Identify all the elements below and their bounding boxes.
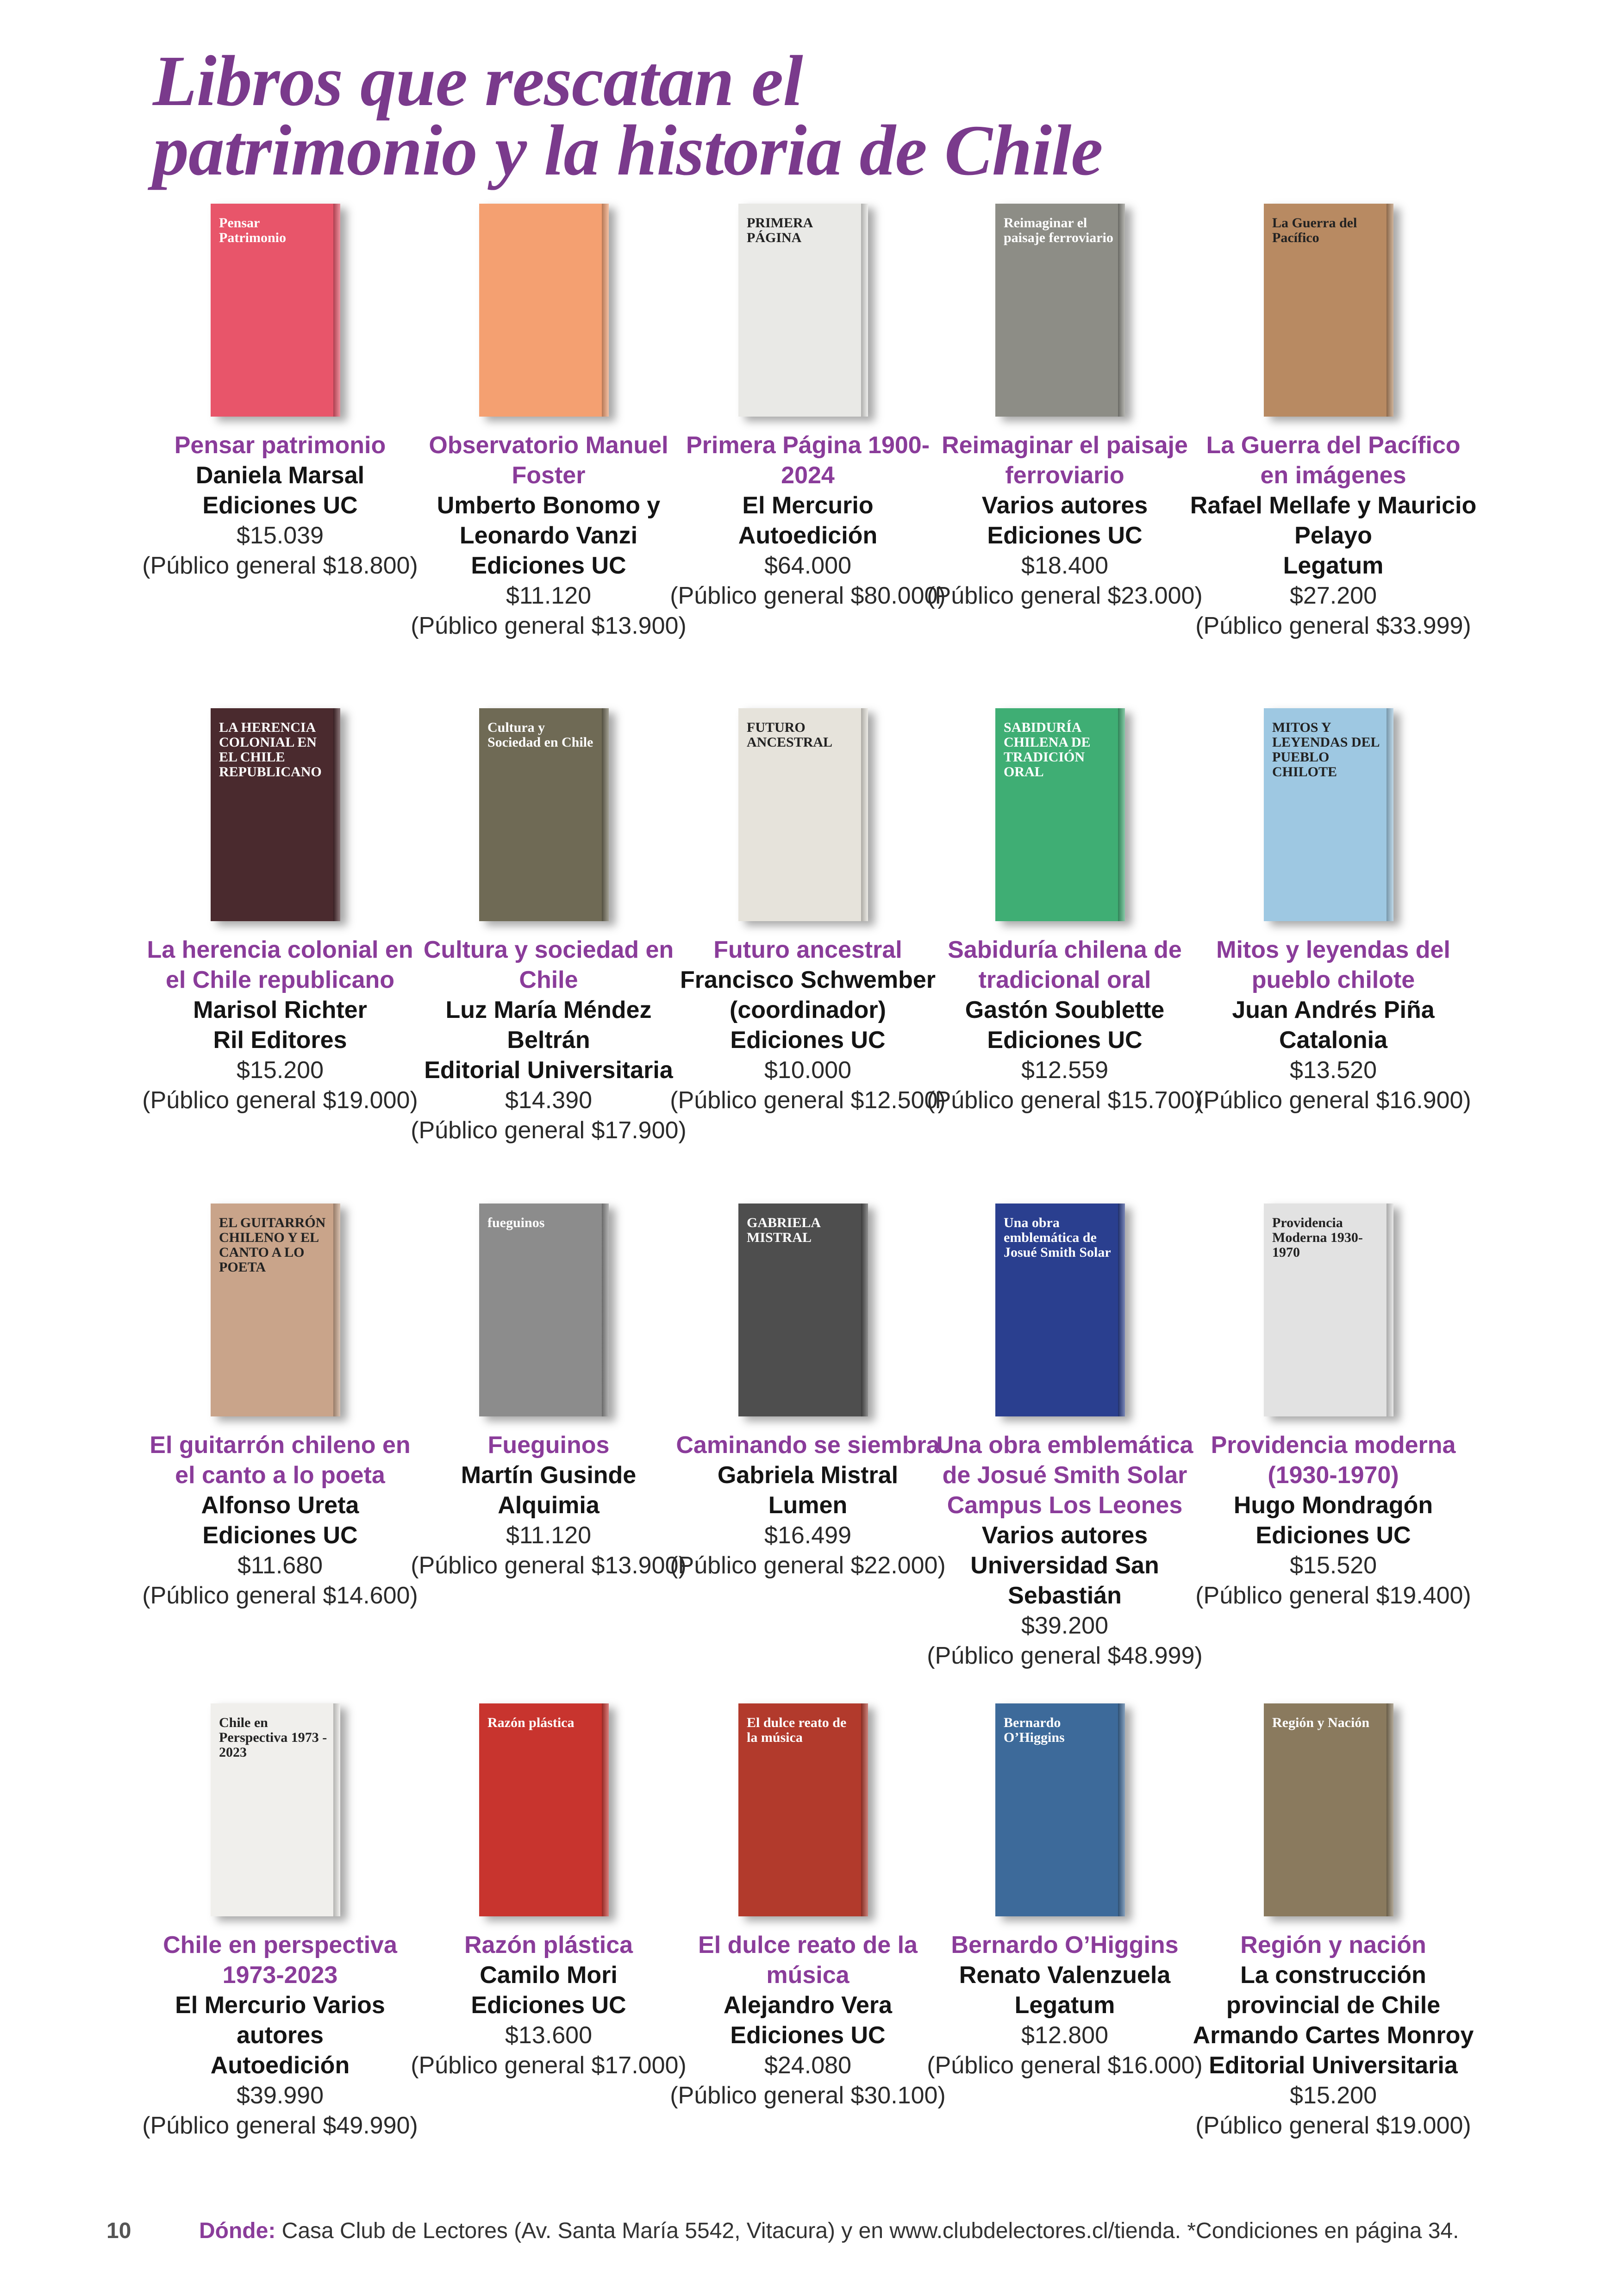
book-info: [405, 430, 692, 641]
book-item: [137, 1694, 424, 2141]
book-item: [664, 699, 951, 1116]
book-price: $16.499: [764, 1522, 851, 1549]
book-item: [921, 1194, 1208, 1671]
book-price: $15.200: [237, 1057, 324, 1084]
book-cover-title: SABIDURÍA CHILENA DE TRADICIÓN ORAL: [1004, 720, 1091, 780]
book-info: [921, 935, 1208, 1116]
book-publisher: Editorial Universitaria: [1209, 2052, 1458, 2079]
book-publisher: Ediciones UC: [987, 1027, 1143, 1054]
book-authors: Marisol Richter: [193, 997, 367, 1023]
book-info: [921, 430, 1208, 611]
book-public-price: (Público general $13.900): [411, 1552, 687, 1579]
book-info: [664, 1430, 951, 1581]
book-cover-area: [1190, 194, 1477, 426]
book-price: $39.990: [237, 2082, 324, 2109]
book-title: Cultura y sociedad en Chile: [423, 936, 674, 993]
book-cover-area: [664, 1194, 951, 1426]
book-cover-area: [405, 1194, 692, 1426]
book-cover-title: El dulce reato de la música: [747, 1715, 847, 1745]
book-cover: [1264, 1703, 1393, 1916]
book-cover-area: [1190, 1694, 1477, 1926]
book-public-price: (Público general $19.000): [1195, 2112, 1471, 2139]
book-info: [405, 1930, 692, 2081]
book-item: [1190, 699, 1477, 1116]
book-cover-area: [921, 699, 1208, 930]
book-info: [137, 1930, 424, 2141]
book-cover: [995, 204, 1125, 417]
book-cover-title: EL GUITARRÓN CHILENO Y EL CANTO A LO POETA: [219, 1215, 326, 1275]
book-price: $24.080: [764, 2052, 851, 2079]
book-item: [405, 1194, 692, 1581]
book-item: [921, 194, 1208, 611]
book-cover-area: [137, 1694, 424, 1926]
book-public-price: (Público general $16.900): [1195, 1087, 1471, 1114]
book-authors: Alfonso Ureta: [201, 1492, 359, 1519]
book-cover-area: [921, 1694, 1208, 1926]
book-info: [1190, 935, 1477, 1116]
book-cover-title: Cultura y Sociedad en Chile: [487, 720, 593, 750]
book-item: [921, 1694, 1208, 2081]
book-price: $15.520: [1290, 1552, 1377, 1579]
book-info: [137, 1430, 424, 1611]
book-item: [1190, 194, 1477, 641]
book-cover-title: Pensar Patrimonio: [219, 215, 286, 245]
book-cover-title: MITOS Y LEYENDAS DEL PUEBLO CHILOTE: [1272, 720, 1379, 780]
book-cover: [995, 708, 1125, 921]
book-cover: [1264, 708, 1393, 921]
book-publisher: Autoedición: [210, 2052, 350, 2079]
book-publisher: Catalonia: [1279, 1027, 1388, 1054]
book-cover: [211, 1703, 340, 1916]
book-cover-area: [664, 1694, 951, 1926]
book-cover: [1264, 1204, 1393, 1416]
book-price: $15.039: [237, 522, 324, 549]
book-cover: [479, 1204, 609, 1416]
book-publisher: Editorial Universitaria: [424, 1057, 673, 1084]
book-cover-title: FUTURO ANCESTRAL: [747, 720, 833, 750]
book-authors: Martín Gusinde: [461, 1462, 637, 1489]
book-cover-area: [405, 194, 692, 426]
book-public-price: (Público general $14.600): [142, 1582, 418, 1609]
book-title: El guitarrón chileno en el canto a lo poeta: [150, 1432, 411, 1489]
book-title: El dulce reato de la música: [698, 1932, 918, 1989]
book-authors: Alejandro Vera: [723, 1992, 893, 2019]
book-title: Razón plástica: [464, 1932, 633, 1958]
book-info: [921, 1930, 1208, 2081]
book-authors: El Mercurio Varios autores: [175, 1992, 385, 2049]
book-cover-title: Chile en Perspectiva 1973 - 2023: [219, 1715, 327, 1760]
book-cover: [479, 708, 609, 921]
book-public-price: (Público general $48.999): [927, 1642, 1203, 1669]
book-publisher: Autoedición: [738, 522, 878, 549]
book-cover-area: [921, 194, 1208, 426]
book-title: Primera Página 1900-2024: [686, 432, 930, 489]
book-publisher: Legatum: [1014, 1992, 1115, 2019]
book-title: Reimaginar el paisaje ferroviario: [942, 432, 1188, 489]
book-title: La herencia colonial en el Chile republicano: [147, 936, 413, 993]
book-info: [921, 1430, 1208, 1671]
book-item: [664, 1194, 951, 1581]
book-info: [664, 1930, 951, 2111]
book-cover: [211, 1204, 340, 1416]
footer-text: Casa Club de Lectores (Av. Santa María 5542, Vitacura) y en www.clubdelectores.cl/tienda. *Condiciones en página 34.: [275, 2219, 1459, 2243]
book-publisher: Ediciones UC: [987, 522, 1143, 549]
book-authors: Juan Andrés Piña: [1232, 997, 1435, 1023]
book-cover: [479, 1703, 609, 1916]
book-authors: Renato Valenzuela: [959, 1962, 1171, 1989]
book-authors: El Mercurio: [742, 492, 874, 519]
book-price: $13.520: [1290, 1057, 1377, 1084]
book-cover-area: [664, 699, 951, 930]
book-price: $27.200: [1290, 582, 1377, 609]
book-cover-title: LA HERENCIA COLONIAL EN EL CHILE REPUBLICANO: [219, 720, 322, 780]
book-public-price: (Público general $19.400): [1195, 1582, 1471, 1609]
book-price: $13.600: [505, 2022, 592, 2049]
book-price: $64.000: [764, 552, 851, 579]
book-authors: Gabriela Mistral: [717, 1462, 899, 1489]
book-publisher: Lumen: [768, 1492, 848, 1519]
book-authors: Umberto Bonomo y Leonardo Vanzi: [437, 492, 661, 549]
book-price: $39.200: [1021, 1612, 1108, 1639]
footer-where-label: Dónde:: [199, 2219, 276, 2243]
book-info: [664, 935, 951, 1116]
book-authors: Varios autores: [981, 492, 1148, 519]
page-number: 10: [106, 2219, 131, 2243]
book-info: [405, 935, 692, 1146]
book-cover-title: PRIMERA PÁGINA: [747, 215, 812, 245]
book-price: $11.680: [237, 1552, 323, 1579]
book-cover-area: [1190, 699, 1477, 930]
book-info: [1190, 1430, 1477, 1611]
book-info: [664, 430, 951, 611]
book-authors: Daniela Marsal: [195, 462, 365, 489]
book-price: $18.400: [1021, 552, 1108, 579]
book-cover: [995, 1703, 1125, 1916]
book-cover-area: [405, 1694, 692, 1926]
book-item: [405, 699, 692, 1146]
book-cover: [738, 204, 868, 417]
book-publisher: Ediciones UC: [730, 2022, 886, 2049]
book-title: Región y nación: [1240, 1932, 1426, 1958]
book-authors: Rafael Mellafe y Mauricio Pelayo: [1190, 492, 1477, 549]
book-cover-area: [664, 194, 951, 426]
book-publisher: Ediciones UC: [202, 492, 358, 519]
book-public-price: (Público general $16.000): [927, 2052, 1203, 2079]
book-cover-area: [137, 1194, 424, 1426]
book-title: Pensar patrimonio: [174, 432, 386, 459]
page-title: [153, 41, 1103, 190]
book-price: $10.000: [764, 1057, 851, 1084]
book-title: Fueguinos: [487, 1432, 610, 1459]
book-info: [405, 1430, 692, 1581]
book-cover-area: [1190, 1194, 1477, 1426]
book-publisher: Ediciones UC: [471, 1992, 626, 2019]
book-item: [137, 1194, 424, 1611]
book-authors: Francisco Schwember (coordinador): [680, 967, 936, 1023]
book-cover-title: GABRIELA MISTRAL: [747, 1215, 820, 1245]
book-price: $14.390: [505, 1087, 592, 1114]
book-cover-title: Reimaginar el paisaje ferroviario: [1004, 215, 1113, 245]
book-item: [405, 194, 692, 641]
book-price: $15.200: [1290, 2082, 1377, 2109]
book-public-price: (Público general $30.100): [670, 2082, 946, 2109]
book-cover: [738, 708, 868, 921]
book-item: [921, 699, 1208, 1116]
book-public-price: (Público general $17.900): [411, 1117, 687, 1144]
book-cover: [1264, 204, 1393, 417]
book-cover-area: [921, 1194, 1208, 1426]
book-title: Providencia moderna (1930-1970): [1211, 1432, 1456, 1489]
title-line-2: patrimonio y la historia de Chile: [153, 110, 1103, 190]
book-authors: Gastón Soublette: [965, 997, 1165, 1023]
book-item: [137, 699, 424, 1116]
book-title: Sabiduría chilena de tradicional oral: [948, 936, 1182, 993]
book-cover: [211, 708, 340, 921]
book-title: Observatorio Manuel Foster: [429, 432, 668, 489]
book-price: $12.800: [1021, 2022, 1108, 2049]
book-publisher: Ediciones UC: [730, 1027, 886, 1054]
book-cover-title: fueguinos: [487, 1215, 545, 1230]
book-info: [1190, 1930, 1477, 2141]
book-cover-title: Providencia Moderna 1930-1970: [1272, 1215, 1363, 1260]
book-cover-title: Bernardo O’Higgins: [1004, 1715, 1065, 1745]
book-public-price: (Público general $33.999): [1195, 612, 1471, 639]
book-public-price: (Público general $12.500): [670, 1087, 946, 1114]
book-cover: [479, 204, 609, 417]
book-title: Mitos y leyendas del pueblo chilote: [1216, 936, 1450, 993]
book-cover-title: Razón plástica: [487, 1715, 575, 1730]
book-cover-title: La Guerra del Pacífico: [1272, 215, 1357, 245]
book-info: [1190, 430, 1477, 641]
book-item: [405, 1694, 692, 2081]
book-publisher: Ril Editores: [213, 1027, 347, 1054]
book-authors: La construcción provincial de Chile Armando Cartes Monroy: [1193, 1962, 1474, 2049]
book-cover-title: Región y Nación: [1272, 1715, 1369, 1730]
book-price: $11.120: [506, 582, 592, 609]
book-authors: Varios autores: [981, 1522, 1148, 1549]
book-public-price: (Público general $13.900): [411, 612, 687, 639]
book-authors: Camilo Mori: [480, 1962, 618, 1989]
book-cover-area: [137, 194, 424, 426]
book-item: [1190, 1194, 1477, 1611]
book-publisher: Ediciones UC: [1255, 1522, 1411, 1549]
book-cover: [738, 1703, 868, 1916]
book-title: Futuro ancestral: [713, 936, 902, 963]
book-item: [1190, 1694, 1477, 2141]
book-cover: [211, 204, 340, 417]
book-authors: Hugo Mondragón: [1233, 1492, 1433, 1519]
book-price: $11.120: [506, 1522, 592, 1549]
book-title: Una obra emblemática de Josué Smith Solar Campus Los Leones: [936, 1432, 1193, 1519]
book-public-price: (Público general $15.700): [927, 1087, 1203, 1114]
book-publisher: Ediciones UC: [202, 1522, 358, 1549]
book-publisher: Legatum: [1283, 552, 1384, 579]
book-publisher: Alquimia: [498, 1492, 600, 1519]
book-public-price: (Público general $80.000): [670, 582, 946, 609]
book-item: [664, 194, 951, 611]
book-title: Bernardo O’Higgins: [951, 1932, 1179, 1958]
footer: [106, 2217, 1542, 2245]
book-title: La Guerra del Pacífico en imágenes: [1206, 432, 1461, 489]
book-cover: [995, 1204, 1125, 1416]
book-cover-title: Una obra emblemática de Josué Smith Solar: [1004, 1215, 1111, 1260]
book-info: [137, 935, 424, 1116]
book-item: [664, 1694, 951, 2111]
book-item: [137, 194, 424, 581]
book-public-price: (Público general $19.000): [142, 1087, 418, 1114]
book-publisher: Universidad San Sebastián: [970, 1552, 1159, 1609]
book-title: Caminando se siembra: [676, 1432, 940, 1459]
book-price: $12.559: [1021, 1057, 1108, 1084]
book-public-price: (Público general $23.000): [927, 582, 1203, 609]
title-line-1: Libros que rescatan el: [153, 41, 803, 121]
book-cover: [738, 1204, 868, 1416]
book-cover-area: [405, 699, 692, 930]
book-title: Chile en perspectiva 1973-2023: [163, 1932, 397, 1989]
book-public-price: (Público general $18.800): [142, 552, 418, 579]
book-cover-area: [137, 699, 424, 930]
book-public-price: (Público general $49.990): [142, 2112, 418, 2139]
book-publisher: Ediciones UC: [471, 552, 626, 579]
book-public-price: (Público general $17.000): [411, 2052, 687, 2079]
book-public-price: (Público general $22.000): [670, 1552, 946, 1579]
book-authors: Luz María Méndez Beltrán: [445, 997, 652, 1054]
book-info: [137, 430, 424, 581]
